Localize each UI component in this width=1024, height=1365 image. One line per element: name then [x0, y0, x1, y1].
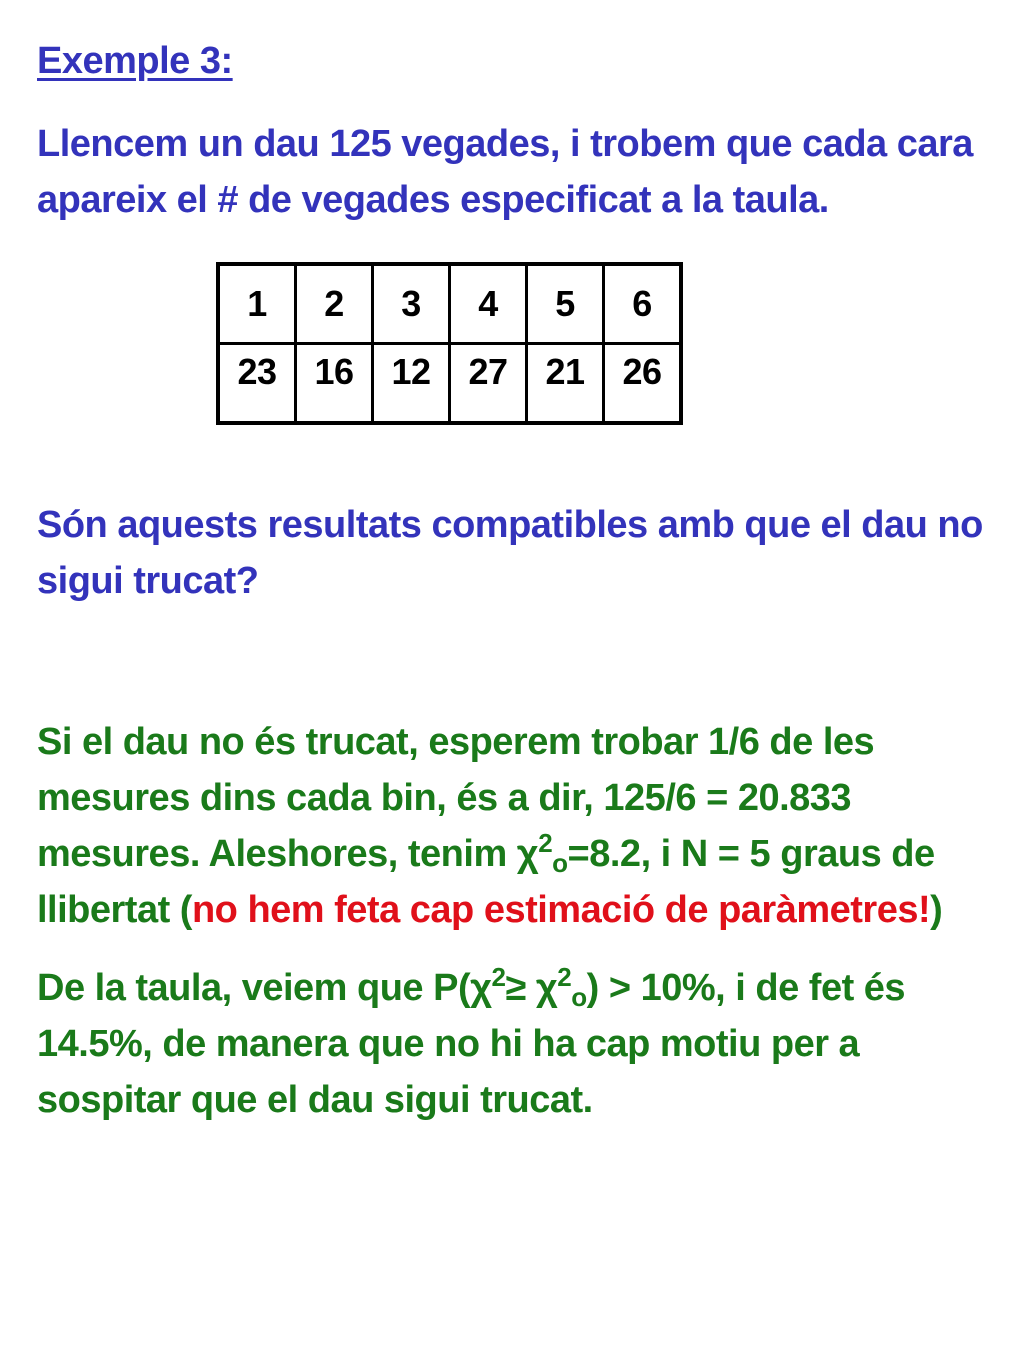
- chi-symbol: χ: [470, 967, 492, 1009]
- table-row-counts: [218, 344, 681, 424]
- table-row-faces: [218, 264, 681, 344]
- count-cell: 12: [373, 344, 450, 424]
- count-cell: 21: [527, 344, 604, 424]
- question-paragraph: Són aquests resultats compatibles amb que el dau no sigui trucat?: [37, 504, 983, 602]
- expectation-paragraph: [37, 714, 997, 938]
- intro-paragraph: Llencem un dau 125 vegades, i trobem que cada cara apareix el # de vegades especificat a la taula.: [37, 123, 973, 221]
- example-heading: Exemple 3:: [37, 40, 233, 82]
- face-cell: 3: [373, 264, 450, 344]
- count-cell: 27: [450, 344, 527, 424]
- conclusion-text: De la taula, veiem que P(: [37, 967, 471, 1009]
- face-cell: 5: [527, 264, 604, 344]
- expectation-text: Si el dau no és trucat, esperem trobar 1/6 de les mesures dins cada bin, és a dir, 125/6 = 20.833 mesures. Aleshores, tenim: [37, 721, 875, 875]
- face-cell: 4: [450, 264, 527, 344]
- chi-superscript-observed: 2: [557, 962, 572, 992]
- chi-symbol: χ: [516, 833, 539, 875]
- count-cell: 26: [604, 344, 682, 424]
- chi-subscript: o: [552, 848, 568, 878]
- dice-results-table: [216, 262, 683, 425]
- chi-subscript-observed: o: [571, 982, 587, 1012]
- red-note: no hem feta cap estimació de paràmetres!: [191, 889, 931, 931]
- chi-symbol-observed: χ: [535, 967, 558, 1009]
- expectation-text-2: =8.2, i N = 5 graus de llibertat (: [37, 833, 935, 931]
- geq-symbol: ≥: [505, 967, 536, 1009]
- count-cell: 23: [218, 344, 296, 424]
- count-cell: 16: [296, 344, 373, 424]
- conclusion-text-2: ) > 10%, i de fet és 14.5%, de manera que no hi ha cap motiu per a sospitar que el dau sigui trucat.: [37, 967, 906, 1121]
- face-cell: 2: [296, 264, 373, 344]
- chi-superscript: 2: [491, 962, 506, 992]
- closing-paren: ): [930, 889, 943, 931]
- chi-superscript: 2: [538, 828, 553, 858]
- face-cell: 1: [218, 264, 296, 344]
- face-cell: 6: [604, 264, 682, 344]
- conclusion-paragraph: [37, 960, 997, 1128]
